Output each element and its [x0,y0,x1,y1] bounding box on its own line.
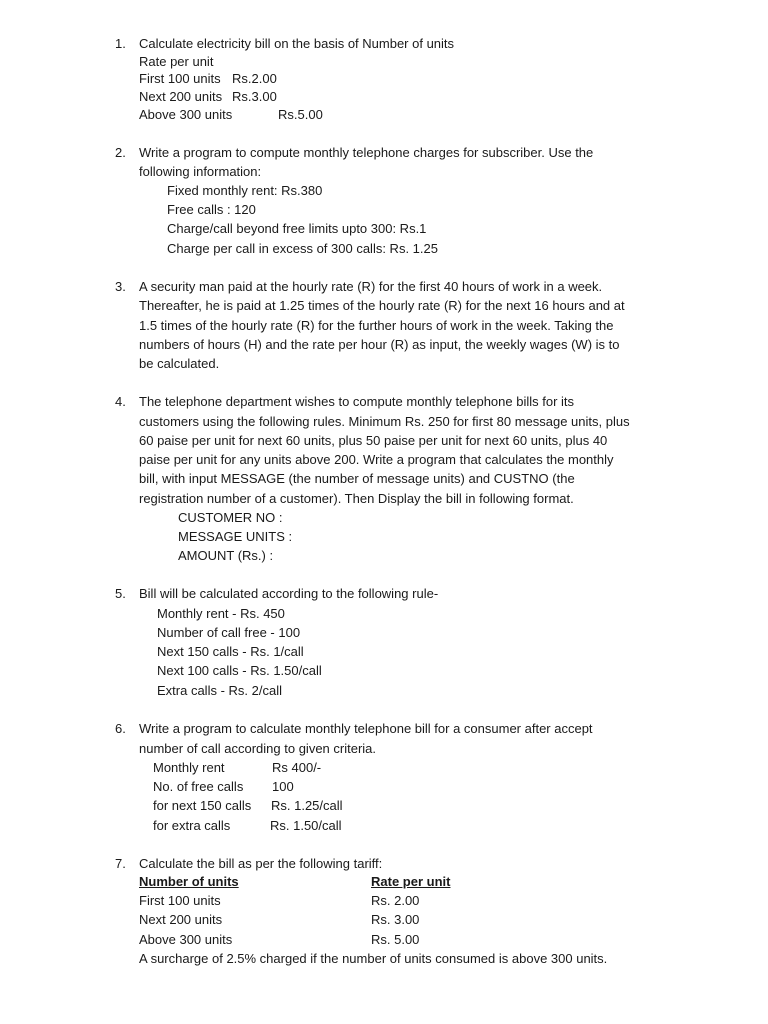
q1-row-value: Rs.3.00 [232,89,277,104]
q6-row-label: for extra calls [153,818,231,833]
q6-row-value: Rs. 1.50/call [270,818,342,833]
q1-row-label: Next 200 units [139,89,223,104]
q2-item: Charge per call in excess of 300 calls: Rs. 1.25 [167,241,438,256]
q6-row-value: Rs. 1.25/call [271,798,343,813]
q4-number: 4. [115,394,126,409]
q4-format-field: CUSTOMER NO : [178,510,283,525]
q6-text-line: Write a program to calculate monthly telephone bill for a consumer after accept [139,721,593,736]
q3-number: 3. [115,279,126,294]
q5-item: Monthly rent - Rs. 450 [157,606,285,621]
q2-text-line: following information: [139,164,262,179]
q5-title: Bill will be calculated according to the following rule- [139,586,439,601]
q3-text-line: be calculated. [139,356,220,371]
q4-format-field: AMOUNT (Rs.) : [178,548,274,563]
q7-row-value: Rs. 3.00 [371,912,420,927]
q6-row-value: 100 [272,779,294,794]
q7-col-header-rate: Rate per unit [371,874,451,889]
q6-row-label: No. of free calls [153,779,244,794]
q7-row-label: Next 200 units [139,912,223,927]
q4-text-line: The telephone department wishes to compute monthly telephone bills for its [139,394,575,409]
q6-text-line: number of call according to given criteria. [139,741,377,756]
q7-row-value: Rs. 5.00 [371,932,420,947]
q6-row-value: Rs 400/- [272,760,322,775]
q7-col-header-units: Number of units [139,874,239,889]
q2-number: 2. [115,145,126,160]
q2-item: Charge/call beyond free limits upto 300: Rs.1 [167,221,427,236]
q5-number: 5. [115,586,126,601]
q7-row-label: Above 300 units [139,932,233,947]
q4-format-field: MESSAGE UNITS : [178,529,293,544]
q4-text-line: 60 paise per unit for next 60 units, plus 50 paise per unit for next 60 units, plus 40 [139,433,608,448]
q6-row-label: for next 150 calls [153,798,252,813]
q6-row-label: Monthly rent [153,760,225,775]
q2-item: Free calls : 120 [167,202,256,217]
q7-row-label: First 100 units [139,893,221,908]
q5-item: Number of call free - 100 [157,625,301,640]
q7-footer: A surcharge of 2.5% charged if the number of units consumed is above 300 units. [139,951,608,966]
q7-title: Calculate the bill as per the following tariff: [139,856,383,871]
q1-title: Calculate electricity bill on the basis of Number of units [139,36,455,51]
q4-text-line: registration number of a customer). Then Display the bill in following format. [139,491,574,506]
q2-item: Fixed monthly rent: Rs.380 [167,183,323,198]
q4-text-line: customers using the following rules. Minimum Rs. 250 for first 80 message units, plus [139,414,630,429]
q4-text-line: paise per unit for any units above 200. Write a program that calculates the monthly [139,452,614,467]
q1-rate-header: Rate per unit [139,54,214,69]
q4-text-line: bill, with input MESSAGE (the number of message units) and CUSTNO (the [139,471,575,486]
q3-text-line: numbers of hours (H) and the rate per hour (R) as input, the weekly wages (W) is to [139,337,620,352]
q5-item: Next 150 calls - Rs. 1/call [157,644,304,659]
q6-number: 6. [115,721,126,736]
q1-row-value: Rs.5.00 [278,107,323,122]
q1-number: 1. [115,36,126,51]
q1-row-label: First 100 units [139,71,221,86]
q3-text-line: Thereafter, he is paid at 1.25 times of the hourly rate (R) for the next 16 hours and at [139,298,625,313]
q7-number: 7. [115,856,126,871]
q3-text-line: A security man paid at the hourly rate (R) for the first 40 hours of work in a week. [139,279,603,294]
q1-row-value: Rs.2.00 [232,71,277,86]
q7-row-value: Rs. 2.00 [371,893,420,908]
q3-text-line: 1.5 times of the hourly rate (R) for the further hours of work in the week. Taking the [139,318,614,333]
q2-text-line: Write a program to compute monthly telephone charges for subscriber. Use the [139,145,594,160]
q5-item: Next 100 calls - Rs. 1.50/call [157,663,322,678]
q1-row-label: Above 300 units [139,107,233,122]
q5-item: Extra calls - Rs. 2/call [157,683,282,698]
